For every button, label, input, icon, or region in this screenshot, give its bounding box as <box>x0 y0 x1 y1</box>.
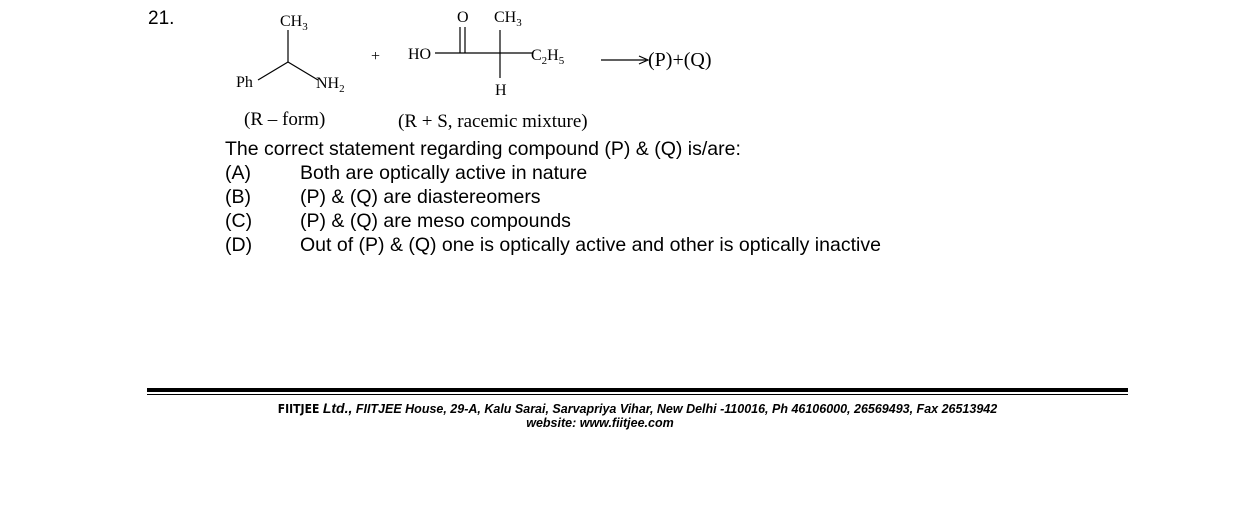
reaction-diagram <box>0 0 1238 140</box>
footer-company: FIITJEE <box>277 402 320 416</box>
footer-address-line <box>0 400 1238 416</box>
r-form-text: R – form <box>250 109 319 130</box>
option-c-letter: (C) <box>225 210 253 232</box>
option-b-letter: (B) <box>225 186 251 208</box>
c2h5-label: $C_2H_5$ <box>531 47 565 67</box>
option-b-text: (P) & (Q) are diastereomers <box>300 186 541 208</box>
option-d-text: Out of (P) & (Q) one is optically active and other is optically inactive <box>300 234 881 256</box>
footer-address: FIITJEE House, 29-A, Kalu Sarai, Sarvapriya Vihar, New Delhi -110016, Ph 46106000, 26569493, Fax 26513942 <box>355 402 998 416</box>
products-label: (P)+(Q) <box>648 49 712 71</box>
reactant-2-structure <box>435 27 532 78</box>
h-label: H <box>495 82 507 99</box>
reactant-1-structure <box>258 30 318 80</box>
option-d-letter: (D) <box>225 234 253 256</box>
option-a-text: Both are optically active in nature <box>300 162 588 184</box>
reaction-arrow <box>601 56 648 64</box>
footer-rule-thin <box>147 394 1128 395</box>
o-label: O <box>457 9 469 26</box>
bond-nh2 <box>288 62 318 80</box>
option-a-letter: (A) <box>225 162 251 184</box>
ph-label: Ph <box>236 74 253 91</box>
racemic-text: R + S, racemic mixture <box>404 111 582 132</box>
reactant-1-form-label: (R – form) <box>244 109 326 130</box>
footer-rule-thick <box>147 388 1128 392</box>
plus-sign: + <box>371 48 381 65</box>
footer-ltd: Ltd., <box>322 400 353 416</box>
option-c-text: (P) & (Q) are meso compounds <box>300 210 571 232</box>
ho-label: HO <box>408 46 432 63</box>
ch3-label-2: $CH_3$ <box>494 9 522 29</box>
question-number: 21. <box>148 8 175 29</box>
nh2-label: $NH_2$ <box>316 75 345 95</box>
question-statement: The correct statement regarding compound (P) & (Q) is/are: <box>225 138 741 160</box>
bond-ph <box>258 62 288 80</box>
footer-website: website: www.fiitjee.com <box>526 416 674 430</box>
reactant-2-form-label: (R + S, racemic mixture) <box>398 111 588 132</box>
ch3-label-1: $CH_3$ <box>280 13 308 33</box>
